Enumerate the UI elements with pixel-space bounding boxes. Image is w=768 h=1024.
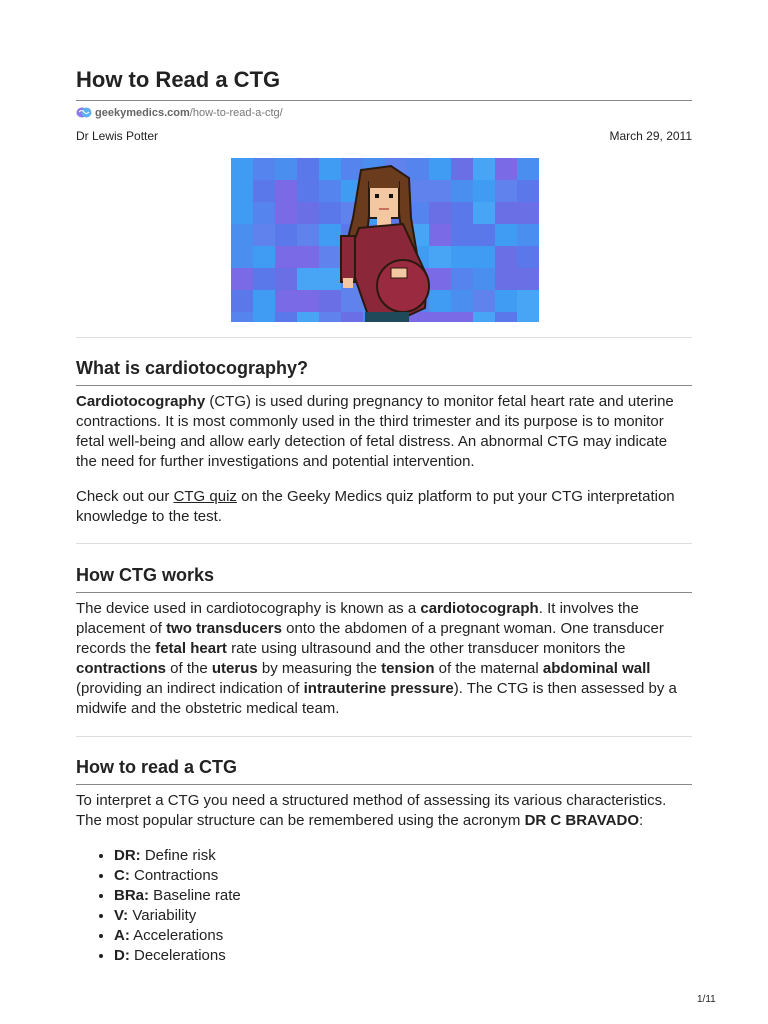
mosaic-tile [495, 290, 517, 312]
list-item-text: Variability [128, 907, 197, 924]
mosaic-tile [275, 290, 297, 312]
bold-term: cardiotocograph [420, 600, 539, 617]
page-title: How to Read a CTG [76, 67, 281, 92]
mosaic-tile [451, 224, 473, 246]
mosaic-tile [517, 158, 539, 180]
mosaic-tile [495, 202, 517, 224]
section-divider [76, 337, 692, 338]
section-divider [76, 543, 692, 544]
bold-term: two transducers [166, 620, 282, 637]
mosaic-tile [473, 246, 495, 268]
list-item-text: Baseline rate [149, 887, 241, 904]
mosaic-tile [319, 290, 341, 312]
list-item [114, 846, 241, 866]
mosaic-tile [275, 312, 297, 322]
list-item [114, 946, 241, 966]
paragraph-text: of the maternal [434, 660, 543, 677]
list-item-text: Define risk [140, 847, 216, 864]
acronym: DR C BRAVADO [524, 812, 640, 829]
mosaic-tile [319, 202, 341, 224]
heading-divider [76, 592, 692, 593]
paragraph-text: To interpret a CTG you need a structured method of assessing its various characteristics. The most popular structure can be remembered using the acronym [76, 792, 667, 829]
heading-divider [76, 385, 692, 386]
mosaic-tile [517, 268, 539, 290]
mosaic-tile [473, 158, 495, 180]
mosaic-tile [297, 246, 319, 268]
bold-term: uterus [211, 660, 258, 677]
mosaic-tile [451, 290, 473, 312]
mosaic-tile [275, 202, 297, 224]
publish-date: March 29, 2011 [609, 129, 692, 143]
paragraph-text: on the Geeky Medics quiz platform to put your CTG interpretation knowledge to the test. [76, 488, 675, 525]
list-item-key: D: [114, 947, 130, 964]
mosaic-tile [253, 180, 275, 202]
mosaic-tile [517, 290, 539, 312]
list-item-key: V: [114, 907, 129, 924]
mosaic-tile [319, 312, 341, 322]
list-item-key: C: [114, 867, 130, 884]
mosaic-tile [473, 202, 495, 224]
author: Dr Lewis Potter [76, 129, 159, 143]
list-item [114, 906, 241, 926]
mosaic-tile [341, 312, 363, 322]
list-item [114, 866, 241, 886]
mosaic-tile [253, 312, 275, 322]
mosaic-tile [473, 268, 495, 290]
mosaic-tile [231, 180, 253, 202]
mosaic-tile [429, 158, 451, 180]
bold-term: Cardiotocography [76, 393, 206, 410]
mosaic-tile [297, 180, 319, 202]
bold-term: abdominal wall [542, 660, 651, 677]
bold-term: contractions [76, 660, 167, 677]
mosaic-tile [253, 268, 275, 290]
source-url[interactable] [76, 106, 283, 119]
mosaic-tile [495, 224, 517, 246]
mosaic-tile [253, 290, 275, 312]
heading-divider [76, 784, 692, 785]
mosaic-tile [275, 180, 297, 202]
hero-image [231, 158, 539, 322]
dr-c-bravado-list [76, 846, 241, 966]
mosaic-tile [473, 224, 495, 246]
mosaic-tile [297, 224, 319, 246]
bold-term: tension [381, 660, 435, 677]
paragraph-dr-c-bravado-intro [76, 791, 692, 831]
mosaic-tile [297, 268, 319, 290]
mosaic-tile [231, 268, 253, 290]
mosaic-tile [451, 202, 473, 224]
bold-term: intrauterine pressure [303, 680, 454, 697]
mosaic-tile [451, 158, 473, 180]
mosaic-tile [517, 202, 539, 224]
page-number: 1/11 [697, 994, 716, 1005]
title-divider [76, 100, 692, 101]
list-item-text: Decelerations [129, 947, 226, 964]
paragraph-text: (CTG) is used during pregnancy to monitor fetal heart rate and uterine contractions. It is most commonly used in the third trimester and its purpose is to monitor fetal well-being and allow early detection of fetal distress. An abnormal CTG may indicate the need for further investigations and potential intervention. [76, 393, 674, 470]
mosaic-tile [495, 180, 517, 202]
mosaic-tile [429, 290, 451, 312]
mosaic-tile [429, 268, 451, 290]
mosaic-tile [231, 246, 253, 268]
paragraph-text: ). The CTG is then assessed by a midwife and the obstetric medical team. [76, 680, 677, 717]
paragraph-text: . It involves the placement of [76, 600, 639, 637]
list-item-text: Contractions [129, 867, 219, 884]
mosaic-tile [275, 268, 297, 290]
mosaic-tile [495, 312, 517, 322]
mosaic-tile [231, 224, 253, 246]
mosaic-tile [275, 158, 297, 180]
mosaic-tile [429, 312, 451, 322]
mosaic-tile [253, 246, 275, 268]
paragraph-ctg-quiz [76, 487, 692, 527]
list-item-key: BRa: [114, 887, 150, 904]
mosaic-tile [297, 290, 319, 312]
ctg-quiz-link[interactable]: CTG quiz [173, 488, 237, 505]
source-domain: geekymedics.com [95, 106, 190, 119]
mosaic-tile [495, 246, 517, 268]
mosaic-tile [451, 246, 473, 268]
mosaic-tile [495, 158, 517, 180]
mosaic-tile [253, 158, 275, 180]
paragraph-text: of the [166, 660, 212, 677]
list-item-text: Accelerations [129, 927, 224, 944]
paragraph-cardiotocography-intro [76, 392, 692, 472]
mosaic-tile [319, 268, 341, 290]
paragraph-text: rate using ultrasound and the other transducer monitors the [226, 640, 626, 657]
mosaic-tile [473, 180, 495, 202]
paragraph-text: by measuring the [257, 660, 382, 677]
source-path: /how-to-read-a-ctg/ [189, 106, 283, 119]
mosaic-tile [231, 312, 253, 322]
mosaic-tile [473, 290, 495, 312]
mosaic-tile [517, 246, 539, 268]
paragraph-how-ctg-works [76, 599, 692, 719]
paragraph-text: (providing an indirect indication of [76, 680, 304, 697]
mosaic-tile [473, 312, 495, 322]
mosaic-tile [429, 246, 451, 268]
mosaic-tile [407, 158, 429, 180]
paragraph-text: : [639, 812, 644, 829]
section-heading-how-to-read-ctg: How to read a CTG [76, 757, 238, 777]
mosaic-tile [231, 202, 253, 224]
mosaic-tile [517, 312, 539, 322]
mosaic-tile [231, 158, 253, 180]
mosaic-tile [451, 312, 473, 322]
mosaic-tile [451, 180, 473, 202]
mosaic-tile [451, 268, 473, 290]
paragraph-text: The device used in cardiotocography is known as a [76, 600, 421, 617]
mosaic-tile [429, 224, 451, 246]
list-item [114, 926, 241, 946]
list-item-key: DR: [114, 847, 141, 864]
mosaic-tile [297, 312, 319, 322]
list-item [114, 886, 241, 906]
mosaic-tile [429, 180, 451, 202]
mosaic-tile [319, 180, 341, 202]
mosaic-tile [319, 224, 341, 246]
paragraph-text: Check out our [76, 488, 174, 505]
mosaic-tile [319, 158, 341, 180]
mosaic-tile [297, 158, 319, 180]
mosaic-tile [495, 268, 517, 290]
mosaic-tile [231, 290, 253, 312]
mosaic-tile [517, 224, 539, 246]
paragraph-text: onto the abdomen of a pregnant woman. One transducer records the [76, 620, 664, 657]
bold-term: fetal heart [155, 640, 227, 657]
section-heading-cardiotocography: What is cardiotocography? [76, 358, 309, 378]
mosaic-tile [429, 202, 451, 224]
mosaic-tile [297, 202, 319, 224]
brain-logo-icon [76, 106, 92, 119]
mosaic-tile [275, 246, 297, 268]
mosaic-tile [253, 202, 275, 224]
section-divider [76, 736, 692, 737]
mosaic-tile [253, 224, 275, 246]
mosaic-tile [275, 224, 297, 246]
list-item-key: A: [114, 927, 130, 944]
mosaic-tile [517, 180, 539, 202]
section-heading-how-ctg-works: How CTG works [76, 565, 215, 585]
mosaic-tile [319, 246, 341, 268]
